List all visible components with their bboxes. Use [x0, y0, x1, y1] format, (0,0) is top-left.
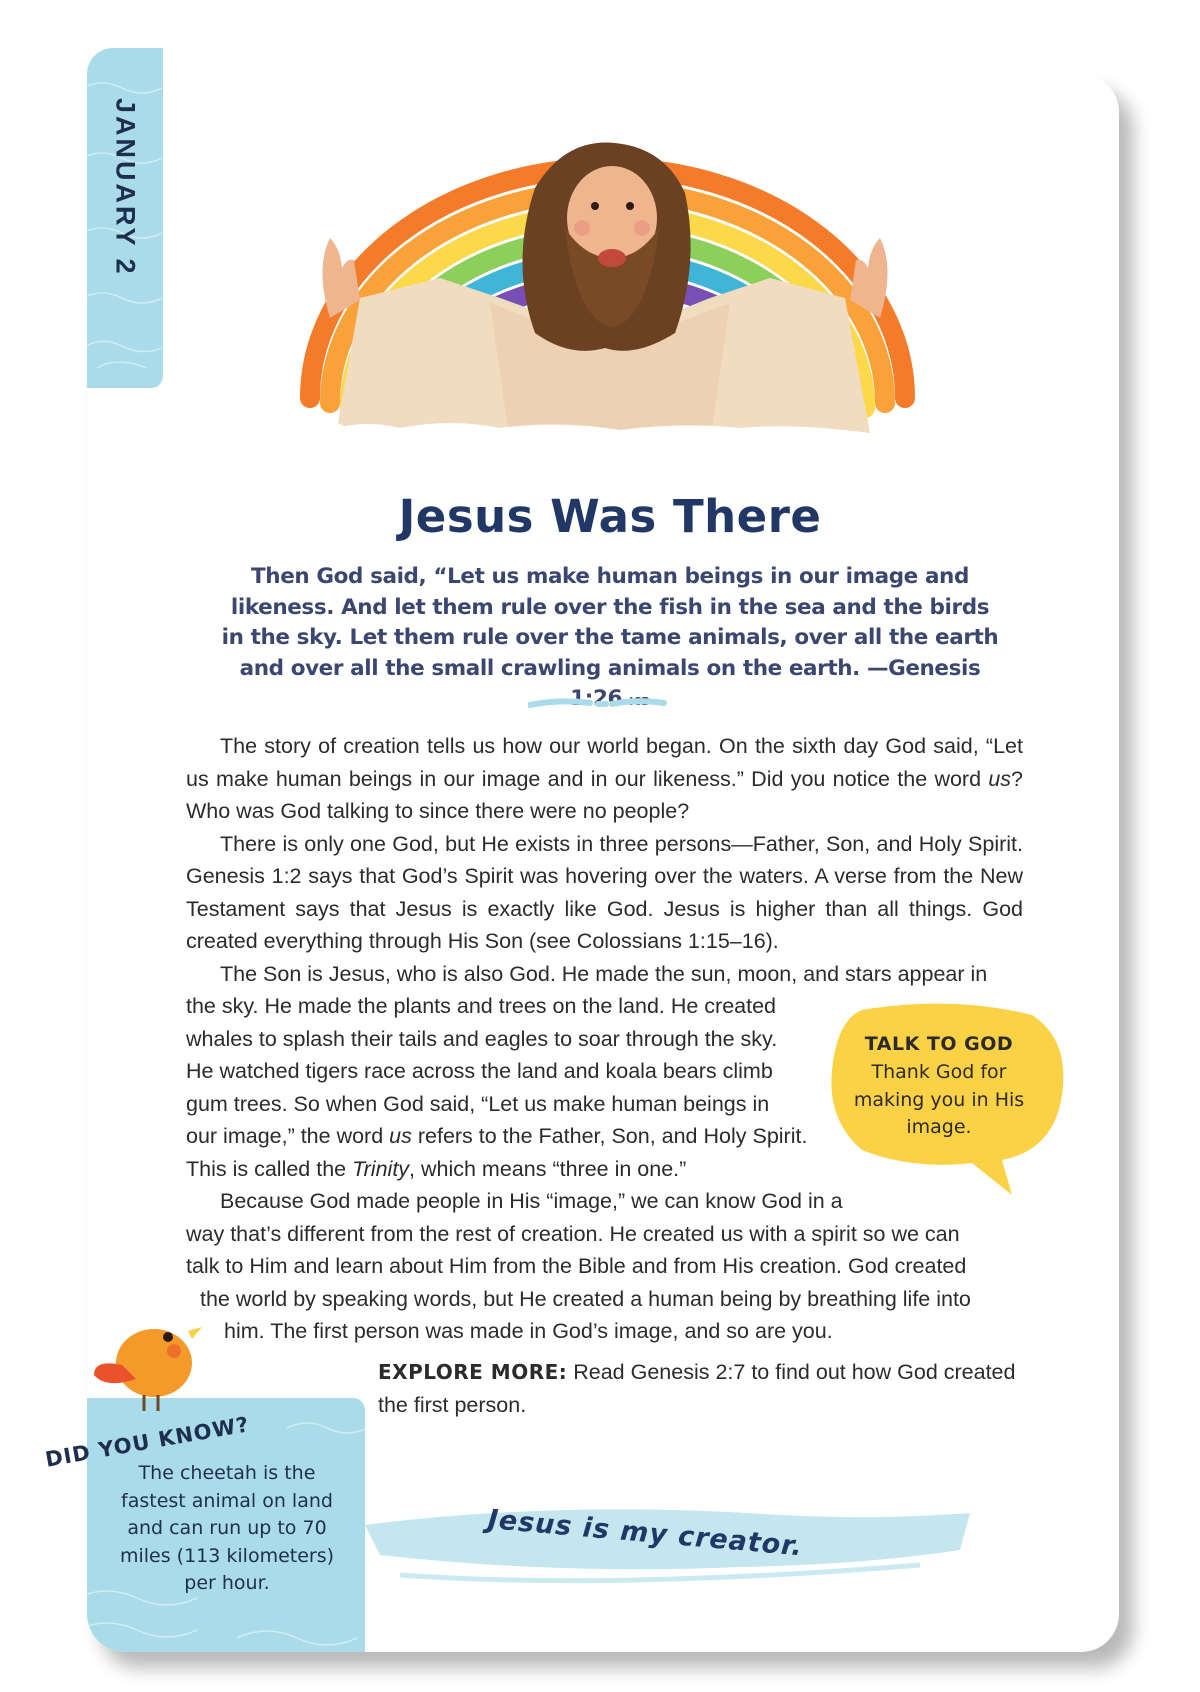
date-tab — [87, 48, 163, 388]
explore-more-label: EXPLORE MORE: — [378, 1360, 568, 1384]
scripture-verse — [220, 562, 1000, 718]
memory-motto: Jesus is my creator. — [486, 1504, 805, 1563]
paragraph: Because God made people in His “image,” we can know God in a way that’s different from the rest of creation. He created us with a spirit so we can talk to Him and learn about Him from the Bible and from His creation. God created the world by speaking words, but He created a human being by breathing life into him. The first person was made in God’s image, and so are you. — [186, 1189, 971, 1343]
verse-text: Then God said, “Let us make human beings in our image and likeness. And let them rule over the fish in the sea and the birds in the sky. Let them rule over the tame animals, over all the earth and over all the small crawling animals on the earth. —Genesis 1:26 — [221, 564, 999, 711]
paragraph: There is only one God, but He exists in three persons—Father, Son, and Holy Spirit. Genesis 1:2 says that God’s Spirit was hovering over the waters. A verse from the New Testament says that Jesus is exactly like God. Jesus is higher than all things. God created everything through His Son (see Colossians 1:15–16). — [186, 831, 1023, 953]
explore-more — [378, 1356, 1028, 1421]
did-you-know-heading: DID YOU KNOW? — [43, 1412, 252, 1472]
talk-to-god-box — [848, 1033, 1030, 1142]
talk-to-god-heading: TALK TO GOD — [864, 1033, 1014, 1055]
brush-divider-icon — [528, 697, 668, 711]
verse-version: ICB — [629, 695, 650, 708]
paragraph: The Son is Jesus, who is also God. He made the sun, moon, and stars appear in the sky. He made the plants and trees on the land. He created whales to splash their tails and eagles to soar through the sky. He watched tigers race across the land and koala bears climb gum trees. So when God said, “Let us make human beings in our image,” the word us refers to the Father, Son, and Holy Spirit. This is called the Trinity, which means “three in one.” — [186, 961, 988, 1181]
page-title: Jesus Was There — [398, 490, 822, 543]
rainbow-jesus-illustration — [290, 88, 925, 483]
did-you-know-text: The cheetah is the fastest animal on land and can run up to 70 miles (113 kilometers) per hour. — [119, 1462, 335, 1594]
explore-more-text: Read Genesis 2:7 to find out how God created the first person. — [378, 1360, 1016, 1417]
date-label: JANUARY 2 — [110, 98, 141, 277]
talk-to-god-text: Thank God for making you in His image. — [853, 1061, 1025, 1138]
paragraph: The story of creation tells us how our world began. On the sixth day God said, “Let us make human beings in our image and in our likeness.” Did you notice the word us? Who was God talking to since there were no people? — [186, 734, 1023, 823]
bird-icon — [92, 1305, 204, 1413]
